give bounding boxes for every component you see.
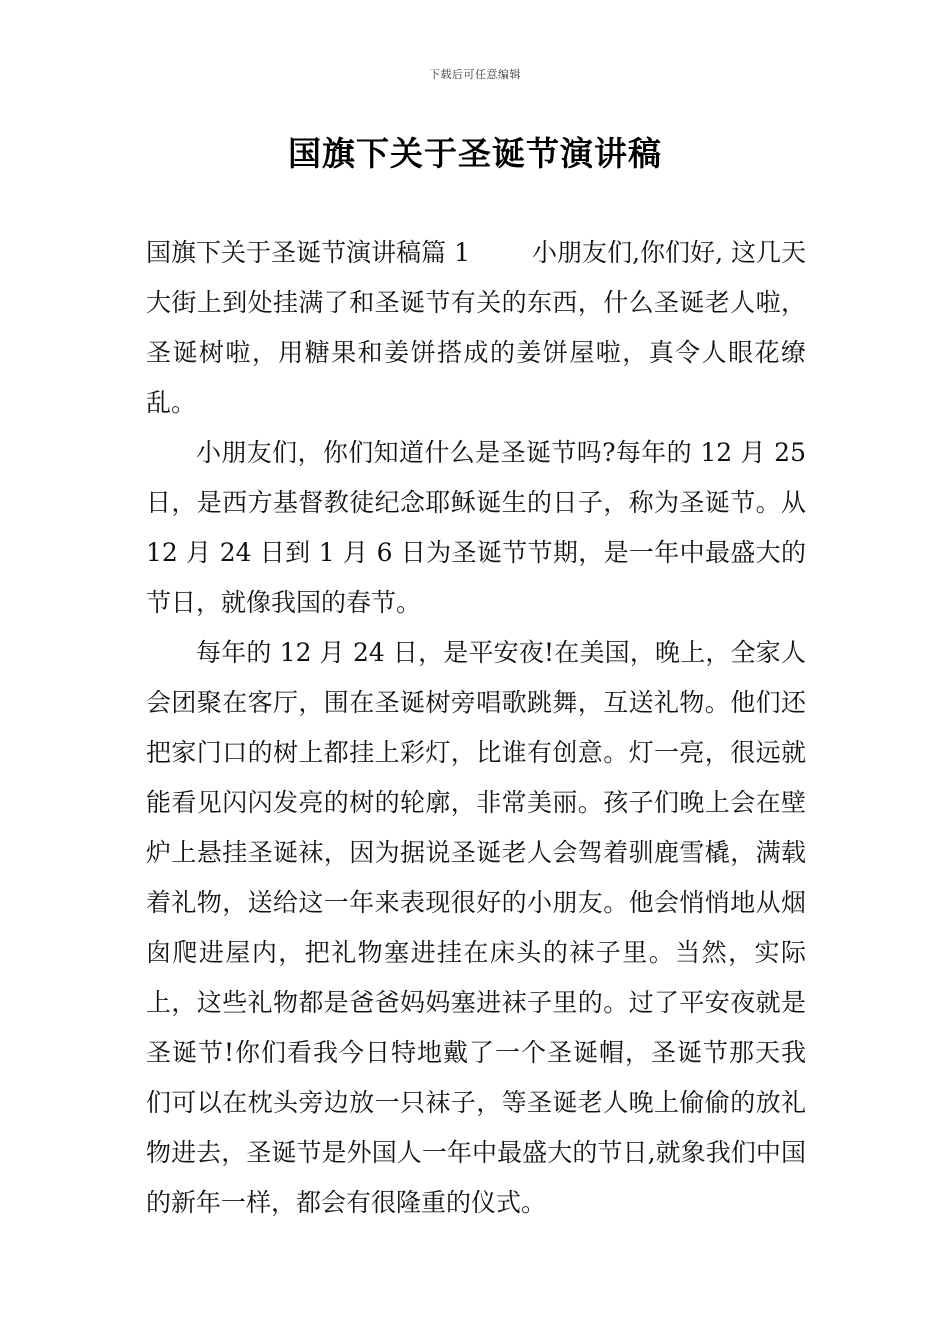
paragraph-3: 每年的 12 月 24 日，是平安夜!在美国，晚上，全家人会团聚在客厅，围在圣诞树旁唱歌跳舞，互送礼物。他们还把家门口的树上都挂上彩灯，比谁有创意。灯一亮，很远就能看见闪闪发亮的树的轮廓，非常美丽。孩子们晚上会在壁炉上悬挂圣诞袜，因为据说圣诞老人会驾着驯鹿雪橇，满载着礼物，送给这一年来表现很好的小朋友。他会悄悄地从烟囱爬进屋内，把礼物塞进挂在床头的袜子里。当然，实际上，这些礼物都是爸爸妈妈塞进袜子里的。过了平安夜就是圣诞节!你们看我今日特地戴了一个圣诞帽，圣诞节那天我们可以在枕头旁边放一只袜子，等圣诞老人晚上偷偷的放礼物进去，圣诞节是外国人一年中最盛大的节日,就象我们中国的新年一样，都会有很隆重的仪式。 bbox=[146, 638, 806, 1217]
paragraph-1-text: 小朋友们,你们好, 这几天大街上到处挂满了和圣诞节有关的东西，什么圣诞老人啦，圣诞树啦，用糖果和姜饼搭成的姜饼屋啦，真令人眼花缭乱。 bbox=[146, 238, 806, 417]
document-body bbox=[146, 228, 806, 1228]
paragraph-1 bbox=[146, 228, 806, 428]
document-title: 国旗下关于圣诞节演讲稿 bbox=[288, 134, 662, 173]
page-header: 下载后可任意编辑 bbox=[429, 68, 521, 81]
section-label: 国旗下关于圣诞节演讲稿篇 1 bbox=[146, 238, 471, 267]
paragraph-2: 小朋友们，你们知道什么是圣诞节吗?每年的 12 月 25 日，是西方基督教徒纪念耶稣诞生的日子，称为圣诞节。从 12 月 24 日到 1 月 6 日为圣诞节节期，是一年中最盛大的节日，就像我国的春节。 bbox=[146, 438, 806, 617]
